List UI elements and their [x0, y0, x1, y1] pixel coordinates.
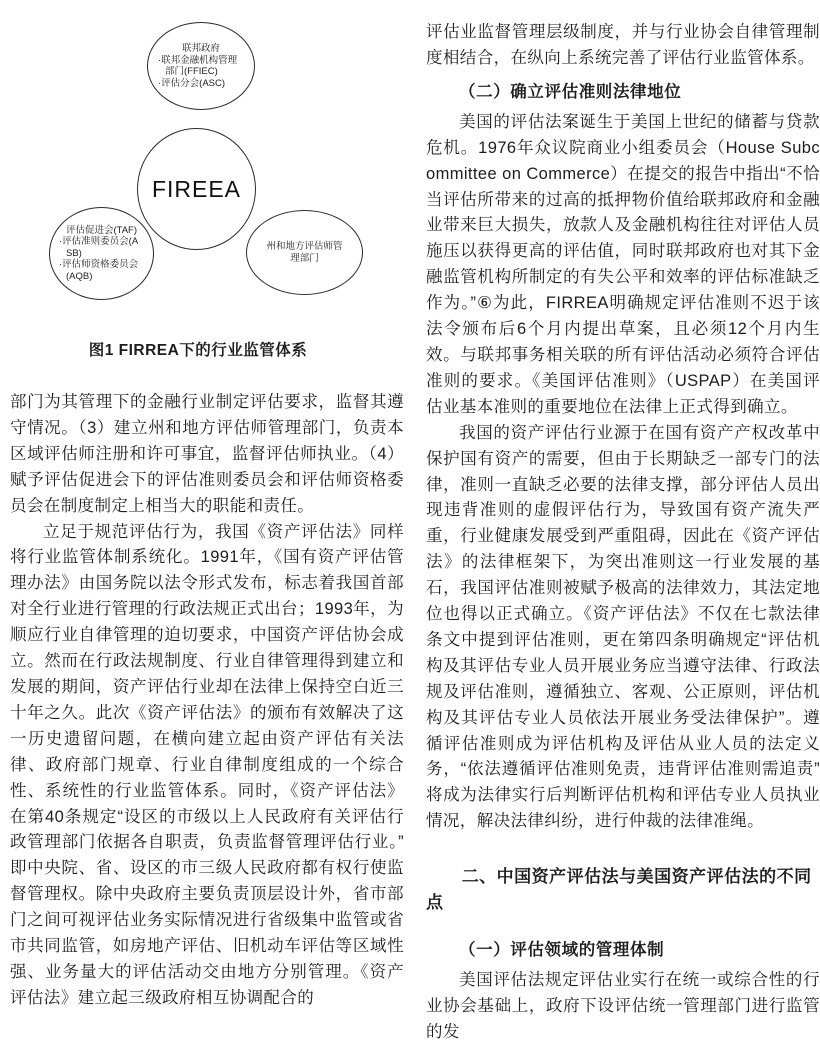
node-title-state-local-dept: 州和地方评估师管理部门 [266, 241, 343, 264]
right-paragraph-2: 美国的评估法案诞生于美国上世纪的储蓄与贷款危机。1976年众议院商业小组委员会（House Subcommittee on Commerce）在提交的报告中指出“不恰当评估所带来的过高的抵押物价值给联邦政府和金融业带来巨大损失，放款人及金融机构往往对评估人员施压以获得更高的评估值，同时联邦政府也对其下金融监管机构所制定的有失公平和效率的评估标准缺乏作为。”⑥为此，FIRREA明确规定评估准则不迟于该法令颁布后6个月内提出草案，且必须12个月内生效。与联邦事务相关联的所有评估活动必须符合评估准则的要求。《美国评估准则》（USPAP）在美国评估业基本准则的重要地位在法律上正式得到确立。 [426, 112, 820, 416]
diagram-node-taf [49, 207, 154, 300]
firrea-regulation-diagram [10, 20, 404, 372]
diagram-node-state-local-dept [246, 210, 363, 295]
diagram-node-federal-government [147, 22, 255, 110]
node-item-asb: ·评估准则委员会(ASB) [59, 236, 139, 259]
node-item-asc: ·评估分会(ASC) [158, 77, 226, 89]
fireea-label: FIREEA [151, 175, 242, 202]
node-title-federal-government: 联邦政府 [181, 43, 220, 54]
section-heading-2: 二、中国资产评估法与美国资产评估法的不同点 [426, 867, 812, 913]
right-paragraph-3: 我国的资产评估行业源于在国有资产产权改革中保护国有资产的需要，但由于长期缺乏一部专门的法律，准则一直缺乏必要的法律支撑，部分评估人员出现违背准则的虚假评估行为，导致国有资产流失严重，行业健康发展受到严重阻碍，因此在《资产评估法》的法律框架下，为突出准则这一行业发展的基石，我国评估准则被赋予极高的法律效力，其法定地位也得以正式确立。《资产评估法》不仅在七款法律条文中提到评估准则，更在第四条明确规定“评估机构及其评估专业人员开展业务应当遵守法律、行政法规及评估准则，遵循独立、客观、公正原则，评估机构及其评估专业人员依法开展业务受法律保护”。遵循评估准则成为评估机构及评估从业人员的法定义务，“依法遵循评估准则免责，违背评估准则需追责”将成为法律实行后判断评估机构和评估专业人员执业情况，解决法律纠纷，进行仲裁的法律准绳。 [426, 423, 820, 831]
node-item-ffiec: ·联邦金融机构管理部门(FFIEC) [158, 54, 238, 77]
right-paragraph-4: 美国评估法规定评估业实行在统一或综合性的行业协会基础上，政府下设评估统一管理部门进行监管的发 [426, 971, 820, 1041]
right-column [426, 20, 820, 1041]
subsection-heading-2: （二）确立评估准则法律地位 [459, 82, 682, 101]
left-paragraph-2: 立足于规范评估行为，我国《资产评估法》同样将行业监管体制系统化。1991年，《国有资产评估管理办法》由国务院以法令形式发布，标志着我国首部对全行业进行管理的行政法规正式出台；1993年，为顺应行业自律管理的迫切要求，中国资产评估协会成立。然而在行政法规制度、行业自律管理得到建立和发展的期间，资产评估行业却在法律上保持空白近三十年之久。此次《资产评估法》的颁布有效解决了这一历史遗留问题，在横向建立起由资产评估有关法律、政府部门规章、行业自律制度组成的一个综合性、系统性的行业监管体系。同时，《资产评估法》在第40条规定“设区的市级以上人民政府有关评估行政管理部门依据各自职责，负责监督管理评估行业。”即中央院、省、设区的市三级人民政府都有权行使监督管理权。除中央政府主要负责顶层设计外，省市部门之间可视评估业务实际情况进行省级集中监管或省市共同监管，如房地产评估、旧机动车评估等区域性强、业务量大的评估活动交由地方分别管理。《资产评估法》建立起三级政府相互协调配合的 [10, 522, 404, 1007]
diagram-node-fireea [137, 128, 256, 250]
right-paragraph-1: 评估业监督管理层级制度，并与行业协会自律管理制度相结合，在纵向上系统完善了评估行业监管体系。 [426, 23, 820, 67]
left-paragraph-1: 部门为其管理下的金融行业制定评估要求，监督其遵守情况。（3）建立州和地方评估师管理部门，负责本区域评估师注册和许可事宜，监督评估师执业。（4）赋予评估促进会下的评估准则委员会和评估师资格委员会在制度制定上相当大的职能和责任。 [10, 393, 404, 515]
figure-caption: 图1 FIRREA下的行业监管体系 [88, 342, 308, 359]
node-item-aqb: ·评估师资格委员会(AQB) [59, 259, 139, 282]
subsection-heading-1: （一）评估领域的管理体制 [459, 941, 665, 960]
left-column [10, 20, 404, 1018]
node-title-taf: 评估促进会(TAF) [65, 224, 138, 236]
